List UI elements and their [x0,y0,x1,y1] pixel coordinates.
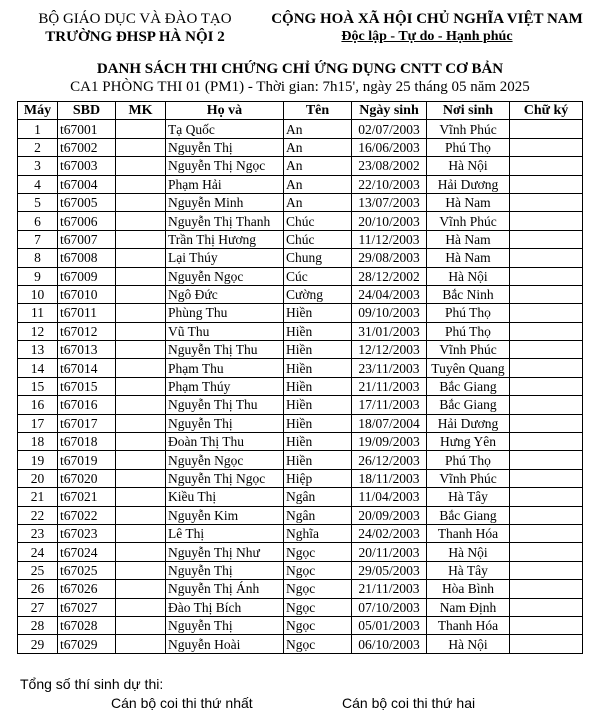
table-row [18,598,583,616]
table-row [18,175,583,193]
cell-sbd: t67023 [58,524,116,542]
table-row [18,193,583,211]
cell-sbd: t67007 [58,230,116,248]
cell-dob: 18/07/2004 [352,414,427,432]
cell-signature [510,616,583,634]
cell-machine: 13 [18,341,58,359]
cell-sbd: t67006 [58,212,116,230]
cell-name: Hiền [284,414,352,432]
cell-machine: 24 [18,543,58,561]
cell-sbd: t67027 [58,598,116,616]
table-row [18,285,583,303]
cell-dob: 20/09/2003 [352,506,427,524]
cell-name: Hiền [284,433,352,451]
table-row [18,304,583,322]
table-row [18,616,583,634]
cell-surname: Vũ Thu [166,322,284,340]
cell-name: Hiền [284,304,352,322]
cell-dob: 28/12/2002 [352,267,427,285]
cell-machine: 27 [18,598,58,616]
cell-machine: 25 [18,561,58,579]
col-header-signature: Chữ ký [510,102,583,120]
table-row [18,341,583,359]
cell-pob: Hà Tây [427,488,510,506]
table-row [18,488,583,506]
cell-pob: Hà Nội [427,635,510,653]
cell-machine: 22 [18,506,58,524]
cell-machine: 20 [18,469,58,487]
cell-mk [116,341,166,359]
cell-pob: Phú Thọ [427,304,510,322]
table-body [18,120,583,653]
cell-pob: Hà Nam [427,193,510,211]
cell-sbd: t67028 [58,616,116,634]
cell-machine: 6 [18,212,58,230]
cell-mk [116,157,166,175]
cell-mk [116,396,166,414]
cell-mk [116,193,166,211]
cell-signature [510,322,583,340]
cell-machine: 7 [18,230,58,248]
cell-pob: Hải Dương [427,175,510,193]
cell-name: Chung [284,249,352,267]
cell-machine: 26 [18,580,58,598]
cell-surname: Nguyễn Thị [166,414,284,432]
cell-surname: Phạm Thu [166,359,284,377]
cell-surname: Nguyễn Thị Thu [166,341,284,359]
cell-surname: Lê Thị [166,524,284,542]
table-row [18,230,583,248]
cell-sbd: t67021 [58,488,116,506]
cell-machine: 10 [18,285,58,303]
cell-signature [510,451,583,469]
table-row [18,524,583,542]
cell-machine: 21 [18,488,58,506]
cell-pob: Hà Nội [427,543,510,561]
cell-name: Hiền [284,341,352,359]
cell-signature [510,249,583,267]
cell-sbd: t67025 [58,561,116,579]
cell-machine: 28 [18,616,58,634]
cell-dob: 26/12/2003 [352,451,427,469]
cell-dob: 21/11/2003 [352,580,427,598]
cell-machine: 29 [18,635,58,653]
cell-mk [116,451,166,469]
cell-mk [116,616,166,634]
cell-signature [510,285,583,303]
cell-name: Ngân [284,488,352,506]
cell-pob: Hà Nội [427,267,510,285]
cell-pob: Nam Định [427,598,510,616]
cell-machine: 14 [18,359,58,377]
col-header-machine: Máy [18,102,58,120]
col-header-dob: Ngày sinh [352,102,427,120]
cell-dob: 05/01/2003 [352,616,427,634]
cell-name: Ngọc [284,561,352,579]
cell-dob: 23/08/2002 [352,157,427,175]
cell-sbd: t67024 [58,543,116,561]
cell-name: Ngân [284,506,352,524]
cell-surname: Phùng Thu [166,304,284,322]
cell-name: Chúc [284,230,352,248]
cell-signature [510,580,583,598]
cell-name: Ngọc [284,616,352,634]
cell-machine: 12 [18,322,58,340]
cell-machine: 3 [18,157,58,175]
cell-surname: Trần Thị Hương [166,230,284,248]
cell-mk [116,304,166,322]
cell-signature [510,469,583,487]
cell-signature [510,543,583,561]
cell-sbd: t67005 [58,193,116,211]
cell-sbd: t67019 [58,451,116,469]
cell-sbd: t67004 [58,175,116,193]
cell-signature [510,506,583,524]
cell-name: Ngọc [284,635,352,653]
cell-signature [510,488,583,506]
cell-dob: 22/10/2003 [352,175,427,193]
cell-mk [116,230,166,248]
cell-sbd: t67014 [58,359,116,377]
cell-pob: Bắc Giang [427,396,510,414]
cell-name: Hiền [284,359,352,377]
cell-signature [510,157,583,175]
cell-pob: Phú Thọ [427,138,510,156]
cell-sbd: t67016 [58,396,116,414]
cell-mk [116,267,166,285]
cell-surname: Nguyễn Ngọc [166,451,284,469]
cell-name: Ngọc [284,543,352,561]
cell-pob: Hà Tây [427,561,510,579]
cell-sbd: t67011 [58,304,116,322]
cell-surname: Tạ Quốc [166,120,284,138]
cell-pob: Vĩnh Phúc [427,120,510,138]
cell-name: An [284,175,352,193]
cell-dob: 11/04/2003 [352,488,427,506]
table-row [18,157,583,175]
table-row [18,377,583,395]
cell-signature [510,561,583,579]
cell-surname: Nguyễn Kim [166,506,284,524]
cell-machine: 9 [18,267,58,285]
cell-pob: Bắc Giang [427,506,510,524]
col-header-name: Tên [284,102,352,120]
cell-mk [116,175,166,193]
cell-surname: Đoàn Thị Thu [166,433,284,451]
cell-signature [510,230,583,248]
cell-machine: 16 [18,396,58,414]
cell-surname: Nguyễn Ngọc [166,267,284,285]
col-header-pob: Nơi sinh [427,102,510,120]
cell-signature [510,377,583,395]
cell-sbd: t67015 [58,377,116,395]
cell-mk [116,543,166,561]
cell-sbd: t67012 [58,322,116,340]
cell-name: Cúc [284,267,352,285]
proctor-2-label: Cán bộ coi thi thứ hai [342,695,476,711]
cell-dob: 02/07/2003 [352,120,427,138]
cell-signature [510,212,583,230]
cell-surname: Nguyễn Hoài [166,635,284,653]
cell-surname: Nguyễn Thị [166,616,284,634]
cell-mk [116,414,166,432]
cell-machine: 11 [18,304,58,322]
cell-mk [116,322,166,340]
cell-signature [510,138,583,156]
cell-mk [116,377,166,395]
cell-sbd: t67020 [58,469,116,487]
cell-name: An [284,193,352,211]
ministry-name: BỘ GIÁO DỤC VÀ ĐÀO TẠO [38,11,232,27]
table-row [18,469,583,487]
cell-name: An [284,120,352,138]
cell-signature [510,175,583,193]
cell-surname: Phạm Thúy [166,377,284,395]
table-row [18,543,583,561]
table-row [18,138,583,156]
cell-name: An [284,138,352,156]
cell-sbd: t67008 [58,249,116,267]
cell-sbd: t67010 [58,285,116,303]
table-row [18,120,583,138]
cell-name: Cường [284,285,352,303]
cell-surname: Phạm Hải [166,175,284,193]
cell-signature [510,396,583,414]
cell-machine: 18 [18,433,58,451]
cell-machine: 23 [18,524,58,542]
cell-pob: Vĩnh Phúc [427,212,510,230]
table-row [18,451,583,469]
cell-pob: Tuyên Quang [427,359,510,377]
cell-machine: 17 [18,414,58,432]
cell-machine: 19 [18,451,58,469]
cell-sbd: t67022 [58,506,116,524]
cell-sbd: t67029 [58,635,116,653]
cell-dob: 31/01/2003 [352,322,427,340]
national-motto: Độc lập - Tự do - Hạnh phúc [341,29,513,44]
cell-dob: 29/05/2003 [352,561,427,579]
cell-name: Hiệp [284,469,352,487]
cell-signature [510,524,583,542]
cell-pob: Hà Nội [427,157,510,175]
cell-surname: Kiều Thị [166,488,284,506]
cell-pob: Phú Thọ [427,322,510,340]
cell-dob: 29/08/2003 [352,249,427,267]
cell-surname: Nguyễn Thị [166,561,284,579]
cell-pob: Bắc Giang [427,377,510,395]
table-row [18,267,583,285]
cell-pob: Hải Dương [427,414,510,432]
cell-dob: 11/12/2003 [352,230,427,248]
cell-mk [116,212,166,230]
cell-signature [510,414,583,432]
cell-mk [116,635,166,653]
cell-surname: Nguyễn Thị Thu [166,396,284,414]
table-row [18,359,583,377]
proctor-1-label: Cán bộ coi thi thứ nhất [111,695,253,711]
cell-mk [116,433,166,451]
republic-name: CỘNG HOÀ XÃ HỘI CHỦ NGHĨA VIỆT NAM [271,11,583,27]
table-row [18,433,583,451]
cell-dob: 09/10/2003 [352,304,427,322]
cell-sbd: t67009 [58,267,116,285]
cell-name: Nghĩa [284,524,352,542]
cell-dob: 21/11/2003 [352,377,427,395]
cell-mk [116,359,166,377]
cell-pob: Thanh Hóa [427,616,510,634]
cell-machine: 1 [18,120,58,138]
cell-signature [510,267,583,285]
header-right [262,10,592,46]
total-candidates-label: Tổng số thí sinh dự thi: [20,676,164,692]
cell-signature [510,635,583,653]
candidate-table [17,101,583,654]
cell-mk [116,285,166,303]
table-row [18,396,583,414]
cell-mk [116,120,166,138]
exam-session-info: CA1 PHÒNG THI 01 (PM1) - Thời gian: 7h15', ngày 25 tháng 05 năm 2025 [70,79,530,95]
cell-surname: Đào Thị Bích [166,598,284,616]
cell-dob: 18/11/2003 [352,469,427,487]
cell-machine: 5 [18,193,58,211]
table-row [18,580,583,598]
cell-machine: 8 [18,249,58,267]
cell-dob: 20/10/2003 [352,212,427,230]
cell-mk [116,598,166,616]
cell-surname: Nguyễn Thị Ngọc [166,157,284,175]
cell-machine: 4 [18,175,58,193]
cell-name: Hiền [284,322,352,340]
cell-surname: Nguyễn Thị Thanh [166,212,284,230]
cell-pob: Vĩnh Phúc [427,469,510,487]
cell-machine: 15 [18,377,58,395]
cell-mk [116,524,166,542]
cell-name: Chúc [284,212,352,230]
school-name: TRƯỜNG ĐHSP HÀ NỘI 2 [45,29,225,45]
cell-sbd: t67017 [58,414,116,432]
cell-dob: 16/06/2003 [352,138,427,156]
cell-name: Ngọc [284,580,352,598]
cell-pob: Hòa Bình [427,580,510,598]
cell-surname: Nguyễn Thị Ánh [166,580,284,598]
cell-mk [116,506,166,524]
cell-pob: Vĩnh Phúc [427,341,510,359]
cell-dob: 24/02/2003 [352,524,427,542]
cell-signature [510,304,583,322]
cell-pob: Hưng Yên [427,433,510,451]
cell-pob: Bắc Ninh [427,285,510,303]
col-header-mk: MK [116,102,166,120]
cell-mk [116,249,166,267]
cell-pob: Phú Thọ [427,451,510,469]
cell-sbd: t67001 [58,120,116,138]
cell-surname: Ngô Đức [166,285,284,303]
cell-surname: Nguyễn Minh [166,193,284,211]
cell-surname: Nguyễn Thị Ngọc [166,469,284,487]
cell-surname: Lại Thúy [166,249,284,267]
cell-name: Ngọc [284,598,352,616]
cell-name: An [284,157,352,175]
cell-dob: 06/10/2003 [352,635,427,653]
cell-sbd: t67026 [58,580,116,598]
cell-dob: 24/04/2003 [352,285,427,303]
cell-dob: 23/11/2003 [352,359,427,377]
cell-signature [510,433,583,451]
cell-name: Hiền [284,396,352,414]
table-header-row [18,102,583,120]
col-header-surname: Họ và [166,102,284,120]
cell-mk [116,561,166,579]
cell-signature [510,341,583,359]
cell-surname: Nguyễn Thị Như [166,543,284,561]
cell-mk [116,580,166,598]
table-row [18,414,583,432]
cell-signature [510,120,583,138]
cell-dob: 07/10/2003 [352,598,427,616]
table-row [18,561,583,579]
header-left [10,10,260,46]
table-row [18,212,583,230]
table-row [18,249,583,267]
cell-mk [116,469,166,487]
cell-sbd: t67003 [58,157,116,175]
document-title: DANH SÁCH THI CHỨNG CHỈ ỨNG DỤNG CNTT CƠ BẢN [96,61,504,77]
cell-pob: Hà Nam [427,249,510,267]
table-row [18,322,583,340]
table-row [18,635,583,653]
cell-dob: 13/07/2003 [352,193,427,211]
cell-dob: 20/11/2003 [352,543,427,561]
cell-sbd: t67002 [58,138,116,156]
cell-pob: Thanh Hóa [427,524,510,542]
col-header-sbd: SBD [58,102,116,120]
cell-mk [116,488,166,506]
table-row [18,506,583,524]
cell-dob: 19/09/2003 [352,433,427,451]
cell-dob: 17/11/2003 [352,396,427,414]
cell-signature [510,359,583,377]
cell-signature [510,193,583,211]
cell-sbd: t67013 [58,341,116,359]
cell-name: Hiền [284,451,352,469]
cell-mk [116,138,166,156]
cell-name: Hiền [284,377,352,395]
cell-dob: 12/12/2003 [352,341,427,359]
cell-signature [510,598,583,616]
cell-surname: Nguyễn Thị [166,138,284,156]
cell-machine: 2 [18,138,58,156]
cell-pob: Hà Nam [427,230,510,248]
cell-sbd: t67018 [58,433,116,451]
